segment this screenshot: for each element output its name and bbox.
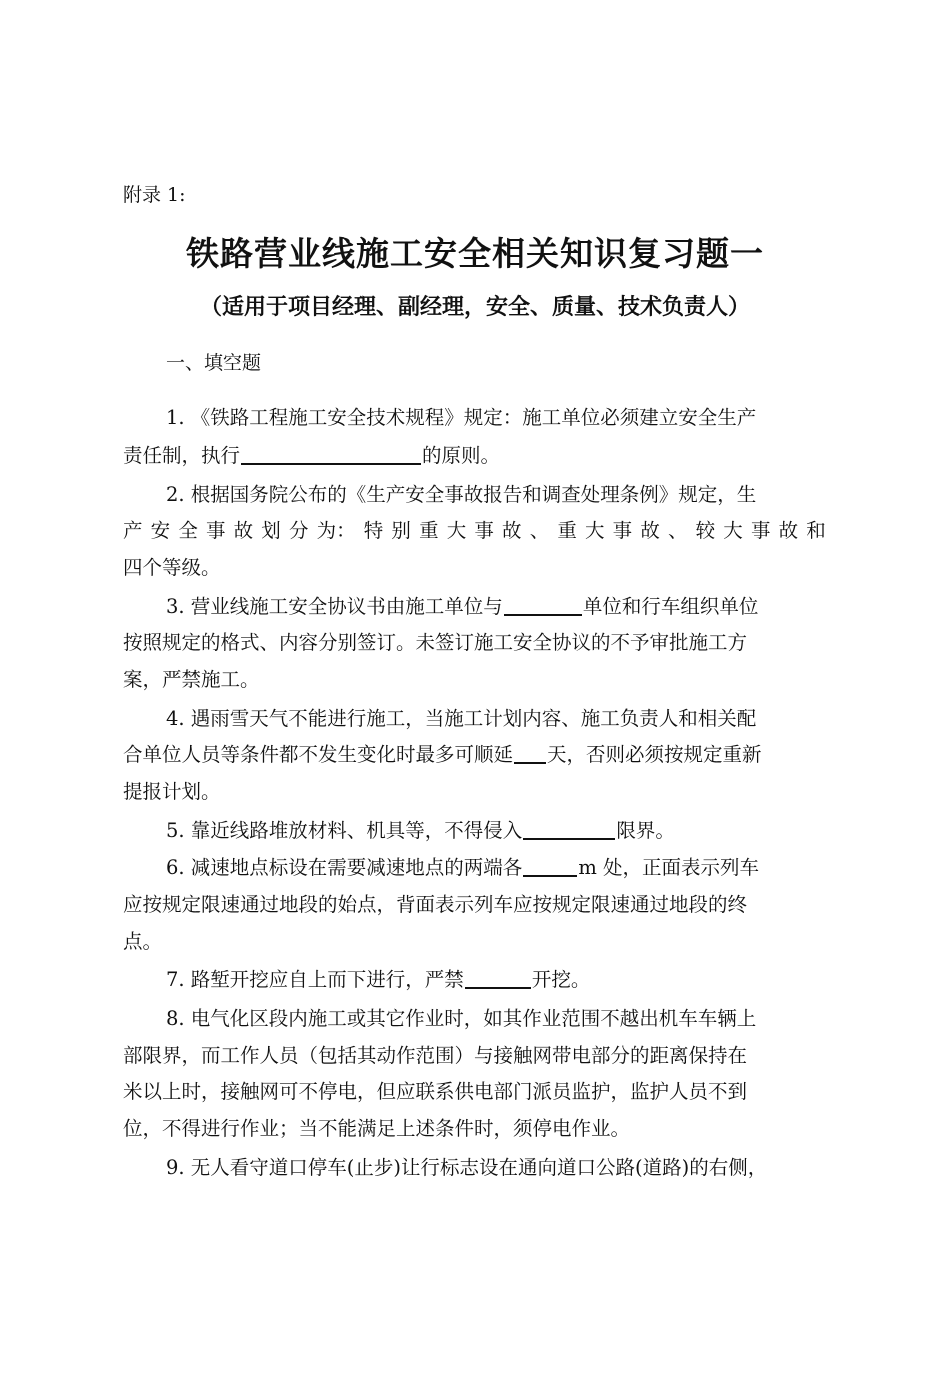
q2-char: 、 (667, 519, 688, 542)
q2-char: 事 (474, 519, 494, 542)
question-1-text-a: 责任制，执行 (123, 444, 241, 467)
question-8-line-2: 部限界，而工作人员（包括其动作范围）与接触网带电部分的距离保持在 (123, 1044, 748, 1067)
question-5-text-a: 5. 靠近线路堆放材料、机具等，不得侵入 (166, 819, 523, 842)
question-1-line-2 (123, 440, 500, 468)
page-title: 铁路营业线施工安全相关知识复习题一 (186, 234, 764, 273)
q2-char: 事 (750, 519, 771, 542)
question-8-line-1: 8. 电气化区段内施工或其它作业时，如其作业范围不越出机车车辆上 (166, 1007, 757, 1030)
q2-char: 大 (723, 519, 743, 542)
question-6-text-b: m 处，正面表示列车 (578, 856, 760, 879)
question-6-text-a: 6. 减速地点标设在需要减速地点的两端各 (166, 856, 523, 879)
question-9-line-1: 9. 无人看守道口停车(止步)让行标志设在通向道口公路(道路)的右侧， (166, 1156, 768, 1179)
q2-char: 划 (261, 519, 281, 542)
q2-char: 全 (178, 519, 198, 542)
q2-char: 事 (205, 519, 226, 542)
q2-char: 重 (419, 519, 439, 542)
question-4-line-2 (123, 739, 762, 767)
q2-char: 安 (150, 519, 171, 542)
q2-char: 较 (695, 519, 716, 542)
question-8-line-3: 米以上时，接触网可不停电，但应联系供电部门派员监护，监护人员不到 (123, 1080, 748, 1103)
answer-blank-5 (523, 818, 615, 840)
answer-blank-4 (514, 742, 546, 764)
question-3-text-b: 单位和行车组织单位 (582, 595, 759, 618)
q2-char: 和 (806, 519, 826, 542)
answer-blank-3 (504, 594, 582, 616)
q2-char: 特 (363, 519, 384, 542)
q2-char: 故 (233, 519, 254, 542)
appendix-label: 附录 1: (123, 184, 186, 206)
question-2-line-1: 2. 根据国务院公布的《生产安全事故报告和调查处理条例》规定，生 (166, 483, 757, 506)
question-5-line-1 (166, 815, 675, 843)
q2-char: 重 (557, 519, 577, 542)
q2-char: 别 (391, 519, 411, 542)
q2-char: 分 (288, 519, 309, 542)
q2-char: 事 (612, 519, 633, 542)
q2-char: 故 (778, 519, 799, 542)
question-4-line-3: 提报计划。 (123, 780, 221, 803)
q2-char: 大 (585, 519, 605, 542)
question-4-line-1: 4. 遇雨雪天气不能进行施工，当施工计划内容、施工负责人和相关配 (166, 707, 757, 730)
question-3-line-2: 按照规定的格式、内容分别签订。未签订施工安全协议的不予审批施工方 (123, 631, 748, 654)
question-7-text-a: 7. 路堑开挖应自上而下进行，严禁 (166, 968, 464, 991)
question-8-line-4: 位，不得进行作业；当不能满足上述条件时，须停电作业。 (123, 1117, 631, 1140)
question-4-text-a: 合单位人员等条件都不发生变化时最多可顺延 (123, 743, 514, 766)
q2-char: 产 (123, 519, 143, 542)
q2-char: 大 (446, 519, 467, 542)
q2-char: 为： (316, 519, 356, 542)
question-3-text-a: 3. 营业线施工安全协议书由施工单位与 (166, 595, 503, 618)
question-1-text-b: 的原则。 (422, 444, 501, 467)
question-7-line-1 (166, 964, 590, 992)
answer-blank-1 (241, 443, 421, 465)
section-heading: 一、填空题 (166, 352, 262, 374)
question-7-text-b: 开挖。 (531, 968, 591, 991)
q2-char: 、 (529, 519, 550, 542)
question-6-line-1 (166, 852, 759, 880)
q2-char: 故 (502, 519, 522, 542)
answer-blank-7 (465, 967, 531, 989)
question-2-line-2 (123, 515, 826, 543)
question-3-line-1 (166, 591, 758, 619)
question-2-line-3: 四个等级。 (123, 556, 221, 579)
question-5-text-b: 限界。 (616, 819, 675, 842)
question-3-line-3: 案，严禁施工。 (123, 668, 260, 691)
q2-char: 故 (640, 519, 660, 542)
question-4-text-b: 天，否则必须按规定重新 (547, 743, 762, 766)
page-subtitle: （适用于项目经理、副经理，安全、质量、技术负责人） (199, 295, 750, 320)
question-6-line-3: 点。 (123, 930, 163, 953)
question-1-line-1: 1. 《铁路工程施工安全技术规程》规定：施工单位必须建立安全生产 (166, 406, 757, 429)
answer-blank-6 (523, 855, 577, 877)
question-6-line-2: 应按规定限速通过地段的始点，背面表示列车应按规定限速通过地段的终 (123, 893, 748, 916)
